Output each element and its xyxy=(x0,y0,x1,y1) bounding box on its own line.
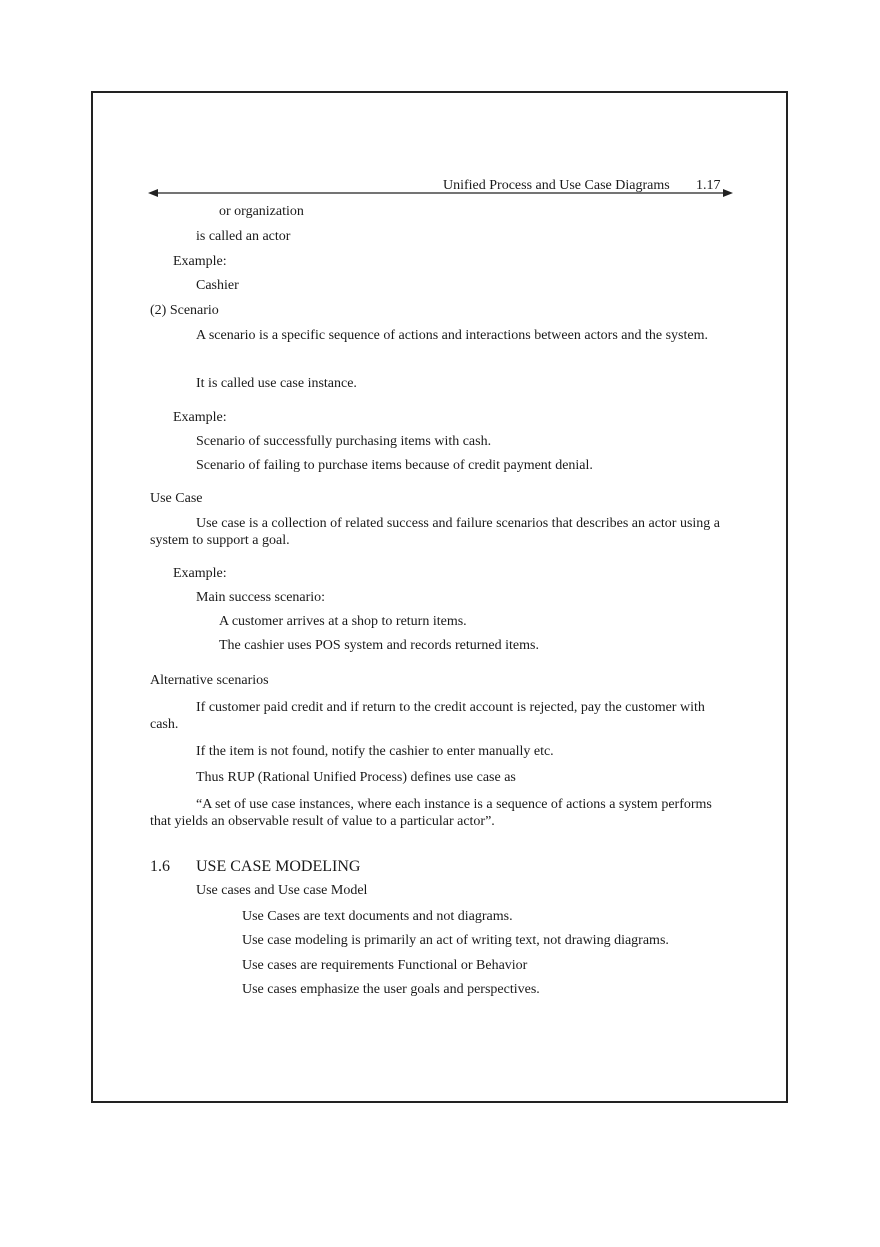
alternative-para-3: Thus RUP (Rational Unified Process) defines use case as xyxy=(196,770,516,785)
page-number: 1.17 xyxy=(696,178,721,193)
alternative-para-1: If customer paid credit and if return to the credit account is rejected, pay the customer with cash. xyxy=(150,700,705,732)
rup-definition-quote: “A set of use case instances, where each instance is a sequence of actions a system performs that yields an observable result of value to a particular actor”. xyxy=(150,797,712,829)
actor-line-1: or organization xyxy=(219,204,304,219)
scenario-example-2: Scenario of failing to purchase items because of credit payment denial. xyxy=(196,458,593,473)
header-rule-arrow xyxy=(148,185,734,201)
use-case-example-label: Example: xyxy=(173,566,227,581)
section-subtitle: Use cases and Use case Model xyxy=(196,883,368,898)
section-title: USE CASE MODELING xyxy=(196,858,361,875)
actor-line-2: is called an actor xyxy=(196,229,291,244)
scenario-example-label: Example: xyxy=(173,410,227,425)
alternative-heading: Alternative scenarios xyxy=(150,673,269,688)
section-number: 1.6 xyxy=(150,858,170,875)
use-case-definition: Use case is a collection of related success and failure scenarios that describes an actor using a system to support a goal. xyxy=(150,516,721,548)
scenario-example-1: Scenario of successfully purchasing items with cash. xyxy=(196,434,492,449)
main-success-step-2: The cashier uses POS system and records returned items. xyxy=(219,638,539,653)
section-point-1: Use Cases are text documents and not diagrams. xyxy=(242,909,513,924)
main-success-step-1: A customer arrives at a shop to return items. xyxy=(219,614,467,629)
use-case-heading: Use Case xyxy=(150,491,203,506)
section-point-3: Use cases are requirements Functional or Behavior xyxy=(242,958,528,973)
section-point-4: Use cases emphasize the user goals and perspectives. xyxy=(242,982,540,997)
actor-example-label: Example: xyxy=(173,254,227,269)
main-success-label: Main success scenario: xyxy=(196,590,326,605)
running-header-title: Unified Process and Use Case Diagrams xyxy=(443,178,670,193)
section-point-2: Use case modeling is primarily an act of writing text, not drawing diagrams. xyxy=(242,933,669,948)
scenario-instance: It is called use case instance. xyxy=(196,376,357,391)
scenario-heading: (2) Scenario xyxy=(150,303,219,318)
actor-example-value: Cashier xyxy=(196,278,239,293)
alternative-para-2: If the item is not found, notify the cashier to enter manually etc. xyxy=(196,744,554,759)
scenario-definition: A scenario is a specific sequence of actions and interactions between actors and the system. xyxy=(196,328,708,343)
